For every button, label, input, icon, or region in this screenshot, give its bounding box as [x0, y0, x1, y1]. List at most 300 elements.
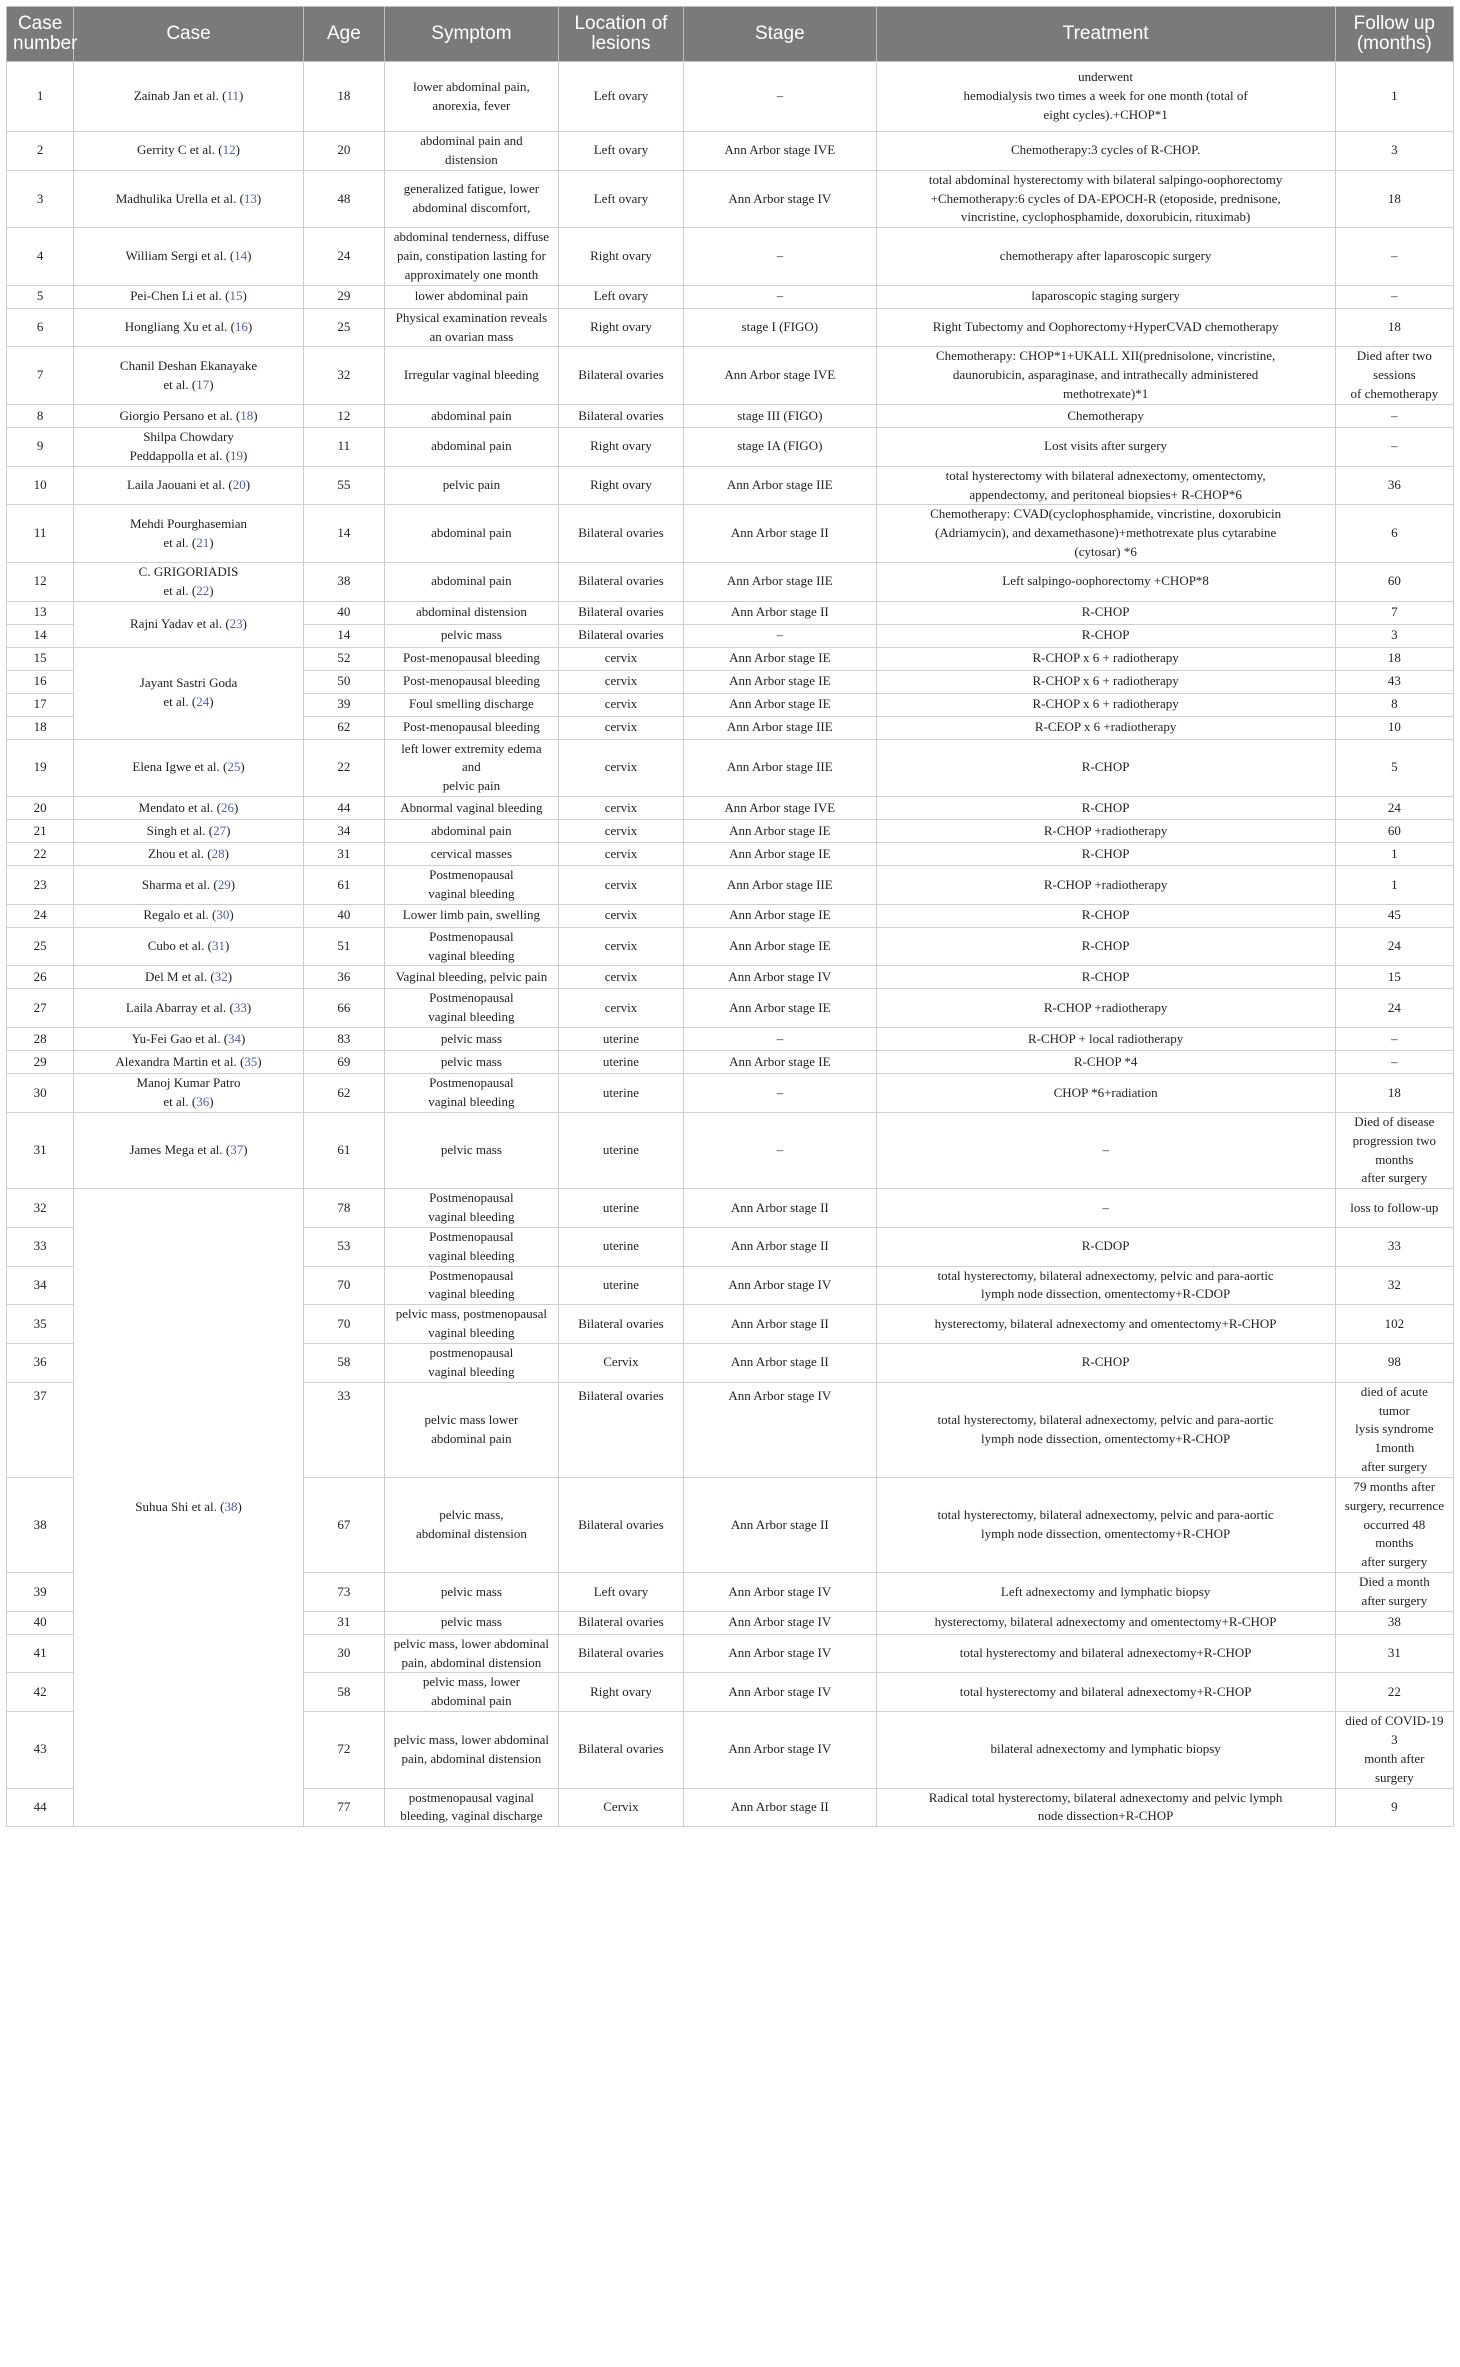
cell-symptom: abdominal pain	[384, 562, 558, 601]
cell-stage: –	[684, 228, 876, 286]
cell-treatment: total hysterectomy and bilateral adnexectomy+R-CHOP	[876, 1634, 1335, 1673]
case-author: Cubo et al.	[147, 938, 205, 954]
cell-case-number: 3	[7, 170, 74, 228]
cell-case: Alexandra Martin et al. (35)	[74, 1051, 304, 1074]
cell-stage: Ann Arbor stage IV	[684, 1573, 876, 1612]
cell-stage: Ann Arbor stage IIE	[684, 466, 876, 505]
cell-case: Laila Abarray et al. (33)	[74, 989, 304, 1028]
cell-treatment: –	[876, 1112, 1335, 1188]
cell-location: uterine	[558, 1266, 683, 1305]
cell-symptom: pelvic mass	[384, 1573, 558, 1612]
reference-link[interactable]: 31	[211, 938, 225, 954]
cell-age: 36	[303, 966, 384, 989]
cell-case-number: 22	[7, 843, 74, 866]
cell-age: 32	[303, 347, 384, 405]
cell-stage: –	[684, 1074, 876, 1113]
cell-treatment: R-CHOP x 6 + radiotherapy	[876, 693, 1335, 716]
cell-case-number: 39	[7, 1573, 74, 1612]
cell-treatment: R-CHOP	[876, 843, 1335, 866]
reference-link[interactable]: 35	[244, 1053, 258, 1069]
cell-case: Jayant Sastri Goda et al. (24)	[74, 647, 304, 739]
cell-case: Rajni Yadav et al. (23)	[74, 601, 304, 647]
cell-location: Bilateral ovaries	[558, 347, 683, 405]
cell-treatment: hysterectomy, bilateral adnexectomy and omentectomy+R-CHOP	[876, 1305, 1335, 1344]
cell-location: cervix	[558, 670, 683, 693]
cell-case-number: 20	[7, 797, 74, 820]
cell-case: Elena Igwe et al. (25)	[74, 739, 304, 797]
cell-age: 31	[303, 843, 384, 866]
reference-link[interactable]: 13	[243, 190, 257, 206]
cell-symptom: Post-menopausal bleeding	[384, 647, 558, 670]
cell-symptom: Postmenopausal vaginal bleeding	[384, 1266, 558, 1305]
table-body	[7, 62, 1454, 1827]
cell-location: Right ovary	[558, 308, 683, 347]
cell-case-number: 29	[7, 1051, 74, 1074]
cell-follow-up: 38	[1335, 1611, 1453, 1634]
cell-symptom: pelvic mass, abdominal distension	[384, 1477, 558, 1572]
cell-treatment: R-CHOP	[876, 739, 1335, 797]
cell-case: Giorgio Persano et al. (18)	[74, 404, 304, 427]
cell-symptom: pelvic mass	[384, 1112, 558, 1188]
cell-symptom: Physical examination reveals an ovarian mass	[384, 308, 558, 347]
table-row	[7, 404, 1454, 427]
cell-symptom: Abnormal vaginal bleeding	[384, 797, 558, 820]
cell-symptom: pelvic mass, lower abdominal pain	[384, 1673, 558, 1712]
reference-link[interactable]: 15	[229, 288, 243, 304]
cell-case-number: 43	[7, 1712, 74, 1788]
reference-link[interactable]: 37	[230, 1142, 244, 1158]
cell-case: James Mega et al. (37)	[74, 1112, 304, 1188]
header-treatment: Treatment	[876, 7, 1335, 62]
cell-age: 34	[303, 820, 384, 843]
cell-treatment: Left adnexectomy and lymphatic biopsy	[876, 1573, 1335, 1612]
reference-link[interactable]: 18	[240, 407, 254, 423]
header-row	[7, 7, 1454, 62]
cell-symptom: abdominal distension	[384, 601, 558, 624]
cell-symptom: pelvic mass	[384, 1051, 558, 1074]
table-row	[7, 1028, 1454, 1051]
cell-stage: Ann Arbor stage II	[684, 1305, 876, 1344]
table-row	[7, 820, 1454, 843]
cell-stage: Ann Arbor stage II	[684, 1788, 876, 1827]
cell-age: 77	[303, 1788, 384, 1827]
cell-age: 66	[303, 989, 384, 1028]
cell-location: Bilateral ovaries	[558, 601, 683, 624]
cell-location: Cervix	[558, 1788, 683, 1827]
cell-follow-up: 6	[1335, 505, 1453, 563]
cell-symptom: pelvic mass	[384, 1611, 558, 1634]
cell-case-number: 10	[7, 466, 74, 505]
cell-case-number: 9	[7, 427, 74, 466]
cell-stage: stage III (FIGO)	[684, 404, 876, 427]
case-author: Elena Igwe et al.	[132, 759, 220, 775]
case-author: Singh et al.	[146, 822, 206, 838]
cell-age: 55	[303, 466, 384, 505]
reference-link[interactable]: 22	[196, 582, 210, 598]
table-row	[7, 797, 1454, 820]
table-row	[7, 170, 1454, 228]
cell-age: 70	[303, 1266, 384, 1305]
cell-symptom: lower abdominal pain, anorexia, fever	[384, 62, 558, 132]
cell-follow-up: 5	[1335, 739, 1453, 797]
cell-follow-up: 32	[1335, 1266, 1453, 1305]
cell-symptom: generalized fatigue, lower abdominal discomfort,	[384, 170, 558, 228]
cell-location: Right ovary	[558, 427, 683, 466]
cell-case-number: 6	[7, 308, 74, 347]
cell-location: cervix	[558, 927, 683, 966]
cell-age: 69	[303, 1051, 384, 1074]
cell-case-number: 15	[7, 647, 74, 670]
cell-symptom: Lower limb pain, swelling	[384, 904, 558, 927]
cell-case-number: 16	[7, 670, 74, 693]
cell-follow-up: 8	[1335, 693, 1453, 716]
cell-follow-up: 43	[1335, 670, 1453, 693]
cell-age: 52	[303, 647, 384, 670]
cell-stage: Ann Arbor stage IE	[684, 904, 876, 927]
cell-treatment: total hysterectomy with bilateral adnexectomy, omentectomy, appendectomy, and peritoneal biopsies+ R-CHOP*6	[876, 466, 1335, 505]
case-author: Laila Abarray et al.	[125, 999, 227, 1015]
table-row	[7, 904, 1454, 927]
cell-follow-up: –	[1335, 285, 1453, 308]
table-row	[7, 1189, 1454, 1228]
cell-case-number: 34	[7, 1266, 74, 1305]
cell-follow-up: 60	[1335, 562, 1453, 601]
cell-location: cervix	[558, 693, 683, 716]
cell-age: 44	[303, 797, 384, 820]
cell-symptom: pelvic mass, lower abdominal pain, abdominal distension	[384, 1634, 558, 1673]
reference-link[interactable]: 29	[217, 876, 231, 892]
cell-case-number: 14	[7, 624, 74, 647]
cell-case-number: 17	[7, 693, 74, 716]
cell-location: uterine	[558, 1112, 683, 1188]
cell-treatment: CHOP *6+radiation	[876, 1074, 1335, 1113]
cell-location: uterine	[558, 1028, 683, 1051]
cell-location: cervix	[558, 843, 683, 866]
cell-stage: Ann Arbor stage IV	[684, 1266, 876, 1305]
cell-treatment: R-CHOP *4	[876, 1051, 1335, 1074]
case-author: Manoj Kumar Patro et al.	[136, 1075, 241, 1109]
cell-symptom: abdominal pain	[384, 404, 558, 427]
cell-age: 14	[303, 505, 384, 563]
cell-follow-up: 36	[1335, 466, 1453, 505]
cell-treatment: R-CHOP +radiotherapy	[876, 989, 1335, 1028]
cell-location: Right ovary	[558, 1673, 683, 1712]
cell-case-number: 2	[7, 132, 74, 171]
reference-link[interactable]: 16	[234, 319, 248, 335]
cell-age: 40	[303, 904, 384, 927]
cell-age: 61	[303, 1112, 384, 1188]
cell-age: 62	[303, 1074, 384, 1113]
case-author: Zhou et al.	[148, 845, 205, 861]
cell-case: Sharma et al. (29)	[74, 866, 304, 905]
reference-link[interactable]: 34	[228, 1030, 242, 1046]
cell-stage: Ann Arbor stage IV	[684, 1611, 876, 1634]
case-table	[6, 6, 1454, 1827]
cell-follow-up: 102	[1335, 1305, 1453, 1344]
cell-location: cervix	[558, 647, 683, 670]
case-author: Rajni Yadav et al.	[130, 615, 223, 631]
cell-stage: Ann Arbor stage IIE	[684, 866, 876, 905]
case-author: Sharma et al.	[141, 876, 211, 892]
cell-stage: stage I (FIGO)	[684, 308, 876, 347]
cell-location: cervix	[558, 904, 683, 927]
table-row	[7, 285, 1454, 308]
cell-location: cervix	[558, 820, 683, 843]
table-row	[7, 1112, 1454, 1188]
cell-case: Hongliang Xu et al. (16)	[74, 308, 304, 347]
cell-location: Bilateral ovaries	[558, 562, 683, 601]
cell-age: 20	[303, 132, 384, 171]
table-row	[7, 966, 1454, 989]
cell-stage: Ann Arbor stage IV	[684, 170, 876, 228]
cell-stage: Ann Arbor stage IIE	[684, 562, 876, 601]
cell-treatment: R-CHOP	[876, 601, 1335, 624]
case-author: Zainab Jan et al.	[133, 88, 219, 104]
cell-follow-up: 24	[1335, 927, 1453, 966]
cell-stage: Ann Arbor stage IV	[684, 966, 876, 989]
cell-follow-up: –	[1335, 404, 1453, 427]
cell-location: uterine	[558, 1227, 683, 1266]
cell-case: Manoj Kumar Patro et al. (36)	[74, 1074, 304, 1113]
cell-follow-up: 24	[1335, 989, 1453, 1028]
table-row	[7, 1074, 1454, 1113]
cell-age: 51	[303, 927, 384, 966]
cell-treatment: total hysterectomy and bilateral adnexectomy+R-CHOP	[876, 1673, 1335, 1712]
reference-link[interactable]: 28	[211, 845, 225, 861]
cell-treatment: Chemotherapy: CVAD(cyclophosphamide, vincristine, doxorubicin (Adriamycin), and dexamethasone)+methotrexate plus cytarabine (cytosar) *6	[876, 505, 1335, 563]
cell-age: 18	[303, 62, 384, 132]
cell-case: Zhou et al. (28)	[74, 843, 304, 866]
cell-case-number: 8	[7, 404, 74, 427]
cell-age: 14	[303, 624, 384, 647]
cell-treatment: chemotherapy after laparoscopic surgery	[876, 228, 1335, 286]
cell-follow-up: died of acute tumor lysis syndrome 1month after surgery	[1335, 1382, 1453, 1477]
header-age: Age	[303, 7, 384, 62]
cell-age: 25	[303, 308, 384, 347]
case-author: James Mega et al.	[129, 1142, 223, 1158]
cell-treatment: hysterectomy, bilateral adnexectomy and omentectomy+R-CHOP	[876, 1611, 1335, 1634]
cell-case-number: 25	[7, 927, 74, 966]
cell-location: cervix	[558, 989, 683, 1028]
header-symptom: Symptom	[384, 7, 558, 62]
cell-treatment: R-CHOP x 6 + radiotherapy	[876, 670, 1335, 693]
cell-stage: Ann Arbor stage IE	[684, 927, 876, 966]
reference-link[interactable]: 36	[196, 1094, 210, 1109]
cell-location: cervix	[558, 966, 683, 989]
cell-location: Left ovary	[558, 285, 683, 308]
cell-stage: –	[684, 285, 876, 308]
reference-link[interactable]: 11	[226, 88, 239, 104]
cell-follow-up: 18	[1335, 170, 1453, 228]
cell-case-number: 1	[7, 62, 74, 132]
cell-location: uterine	[558, 1074, 683, 1113]
case-author: Pei-Chen Li et al.	[130, 288, 222, 304]
cell-case: Gerrity C et al. (12)	[74, 132, 304, 171]
cell-follow-up: Died a month after surgery	[1335, 1573, 1453, 1612]
header-stage: Stage	[684, 7, 876, 62]
cell-case: Chanil Deshan Ekanayake et al. (17)	[74, 347, 304, 405]
cell-symptom: pelvic mass	[384, 1028, 558, 1051]
cell-age: 67	[303, 1477, 384, 1572]
cell-treatment: R-CHOP +radiotherapy	[876, 866, 1335, 905]
reference-link[interactable]: 24	[196, 694, 210, 710]
reference-link[interactable]: 17	[196, 376, 210, 392]
cell-case-number: 31	[7, 1112, 74, 1188]
cell-stage: –	[684, 1112, 876, 1188]
cell-stage: Ann Arbor stage IE	[684, 647, 876, 670]
cell-symptom: Post-menopausal bleeding	[384, 716, 558, 739]
cell-location: Bilateral ovaries	[558, 1477, 683, 1572]
cell-location: Bilateral ovaries	[558, 1712, 683, 1788]
reference-link[interactable]: 19	[230, 447, 244, 463]
cell-case-number: 23	[7, 866, 74, 905]
cell-follow-up: 1	[1335, 62, 1453, 132]
cell-follow-up: loss to follow-up	[1335, 1189, 1453, 1228]
cell-follow-up: –	[1335, 1028, 1453, 1051]
cell-case: C. GRIGORIADIS et al. (22)	[74, 562, 304, 601]
cell-symptom: Postmenopausal vaginal bleeding	[384, 989, 558, 1028]
cell-follow-up: 24	[1335, 797, 1453, 820]
case-author: Mehdi Pourghasemian et al.	[129, 515, 248, 550]
cell-location: Bilateral ovaries	[558, 1634, 683, 1673]
cell-case-number: 41	[7, 1634, 74, 1673]
cell-location: uterine	[558, 1051, 683, 1074]
cell-treatment: total hysterectomy, bilateral adnexectomy, pelvic and para-aortic lymph node dissection, omentectomy+R-CHOP	[876, 1382, 1335, 1477]
cell-treatment: total hysterectomy, bilateral adnexectomy, pelvic and para-aortic lymph node dissection, omentectomy+R-CHOP	[876, 1477, 1335, 1572]
case-author: Regalo et al.	[143, 907, 209, 923]
table-row	[7, 427, 1454, 466]
cell-age: 48	[303, 170, 384, 228]
reference-link[interactable]: 25	[227, 759, 241, 775]
cell-symptom: Postmenopausal vaginal bleeding	[384, 866, 558, 905]
cell-stage: Ann Arbor stage II	[684, 1343, 876, 1382]
cell-treatment: R-CDOP	[876, 1227, 1335, 1266]
cell-case-number: 27	[7, 989, 74, 1028]
table-row	[7, 308, 1454, 347]
cell-age: 58	[303, 1343, 384, 1382]
cell-age: 12	[303, 404, 384, 427]
cell-location: uterine	[558, 1189, 683, 1228]
cell-case: Madhulika Urella et al. (13)	[74, 170, 304, 228]
reference-link[interactable]: 30	[216, 907, 230, 923]
cell-age: 50	[303, 670, 384, 693]
cell-treatment: Lost visits after surgery	[876, 427, 1335, 466]
cell-location: Bilateral ovaries	[558, 404, 683, 427]
cell-treatment: R-CHOP	[876, 966, 1335, 989]
cell-treatment: R-CHOP	[876, 624, 1335, 647]
reference-link[interactable]: 20	[232, 477, 246, 493]
cell-symptom: Postmenopausal vaginal bleeding	[384, 1074, 558, 1113]
cell-case-number: 13	[7, 601, 74, 624]
cell-age: 83	[303, 1028, 384, 1051]
cell-stage: Ann Arbor stage II	[684, 601, 876, 624]
cell-treatment: R-CHOP +radiotherapy	[876, 820, 1335, 843]
cell-age: 11	[303, 427, 384, 466]
cell-treatment: Left salpingo-oophorectomy +CHOP*8	[876, 562, 1335, 601]
cell-location: Cervix	[558, 1343, 683, 1382]
cell-stage: stage IA (FIGO)	[684, 427, 876, 466]
cell-symptom: pelvic mass, postmenopausal vaginal bleeding	[384, 1305, 558, 1344]
cell-stage: Ann Arbor stage IE	[684, 843, 876, 866]
table-row	[7, 62, 1454, 132]
table-row	[7, 647, 1454, 670]
cell-case-number: 21	[7, 820, 74, 843]
reference-link[interactable]: 32	[214, 969, 228, 985]
cell-case: Singh et al. (27)	[74, 820, 304, 843]
reference-link[interactable]: 27	[213, 822, 227, 838]
cell-treatment: Right Tubectomy and Oophorectomy+HyperCVAD chemotherapy	[876, 308, 1335, 347]
cell-age: 22	[303, 739, 384, 797]
cell-symptom: pelvic pain	[384, 466, 558, 505]
header-case-number: Case number	[7, 7, 74, 62]
table-row	[7, 739, 1454, 797]
cell-age: 72	[303, 1712, 384, 1788]
cell-location: Left ovary	[558, 132, 683, 171]
cell-case-number: 33	[7, 1227, 74, 1266]
cell-follow-up: 79 months after surgery, recurrence occurred 48 months after surgery	[1335, 1477, 1453, 1572]
cell-age: 70	[303, 1305, 384, 1344]
cell-location: Bilateral ovaries	[558, 1305, 683, 1344]
cell-case-number: 12	[7, 562, 74, 601]
cell-stage: Ann Arbor stage IVE	[684, 132, 876, 171]
case-author: Shilpa Chowdary Peddappolla et al.	[129, 428, 234, 463]
cell-treatment: bilateral adnexectomy and lymphatic biopsy	[876, 1712, 1335, 1788]
reference-link[interactable]: 33	[233, 999, 247, 1015]
cell-age: 30	[303, 1634, 384, 1673]
cell-age: 40	[303, 601, 384, 624]
cell-location: Right ovary	[558, 228, 683, 286]
cell-location: Left ovary	[558, 170, 683, 228]
cell-stage: Ann Arbor stage IE	[684, 1051, 876, 1074]
cell-stage: Ann Arbor stage II	[684, 1477, 876, 1572]
cell-follow-up: 60	[1335, 820, 1453, 843]
cell-location: Left ovary	[558, 1573, 683, 1612]
cell-case: Shilpa Chowdary Peddappolla et al. (19)	[74, 427, 304, 466]
reference-link[interactable]: 12	[222, 142, 236, 158]
reference-link[interactable]: 14	[234, 248, 248, 264]
cell-stage: Ann Arbor stage IE	[684, 820, 876, 843]
cell-location: cervix	[558, 739, 683, 797]
cell-age: 39	[303, 693, 384, 716]
cell-symptom: Post-menopausal bleeding	[384, 670, 558, 693]
cell-case-number: 26	[7, 966, 74, 989]
cell-case-number: 42	[7, 1673, 74, 1712]
cell-follow-up: 18	[1335, 1074, 1453, 1113]
cell-follow-up: Died of disease progression two months after surgery	[1335, 1112, 1453, 1188]
cell-age: 53	[303, 1227, 384, 1266]
cell-treatment: R-CHOP + local radiotherapy	[876, 1028, 1335, 1051]
reference-link[interactable]: 23	[229, 615, 243, 631]
case-author: Mendato et al.	[138, 799, 214, 815]
reference-link[interactable]: 21	[196, 534, 210, 550]
case-author: Jayant Sastri Goda et al.	[139, 675, 238, 710]
cell-location: cervix	[558, 866, 683, 905]
reference-link[interactable]: 38	[224, 1499, 238, 1515]
case-author: Del M et al.	[145, 969, 208, 985]
cell-treatment: total abdominal hysterectomy with bilateral salpingo-oophorectomy +Chemotherapy:6 cycles of DA-EPOCH-R (etoposide, prednisone, vincristine, cyclophosphamide, doxorubicin, rituximab)	[876, 170, 1335, 228]
cell-location: Bilateral ovaries	[558, 1611, 683, 1634]
cell-age: 58	[303, 1673, 384, 1712]
cell-stage: Ann Arbor stage IE	[684, 670, 876, 693]
cell-treatment: R-CHOP	[876, 904, 1335, 927]
case-author: Hongliang Xu et al.	[124, 319, 228, 335]
cell-case-number: 35	[7, 1305, 74, 1344]
cell-case: Mendato et al. (26)	[74, 797, 304, 820]
cell-follow-up: 3	[1335, 624, 1453, 647]
cell-follow-up: 45	[1335, 904, 1453, 927]
reference-link[interactable]: 26	[221, 799, 234, 815]
cell-case-number: 38	[7, 1477, 74, 1572]
